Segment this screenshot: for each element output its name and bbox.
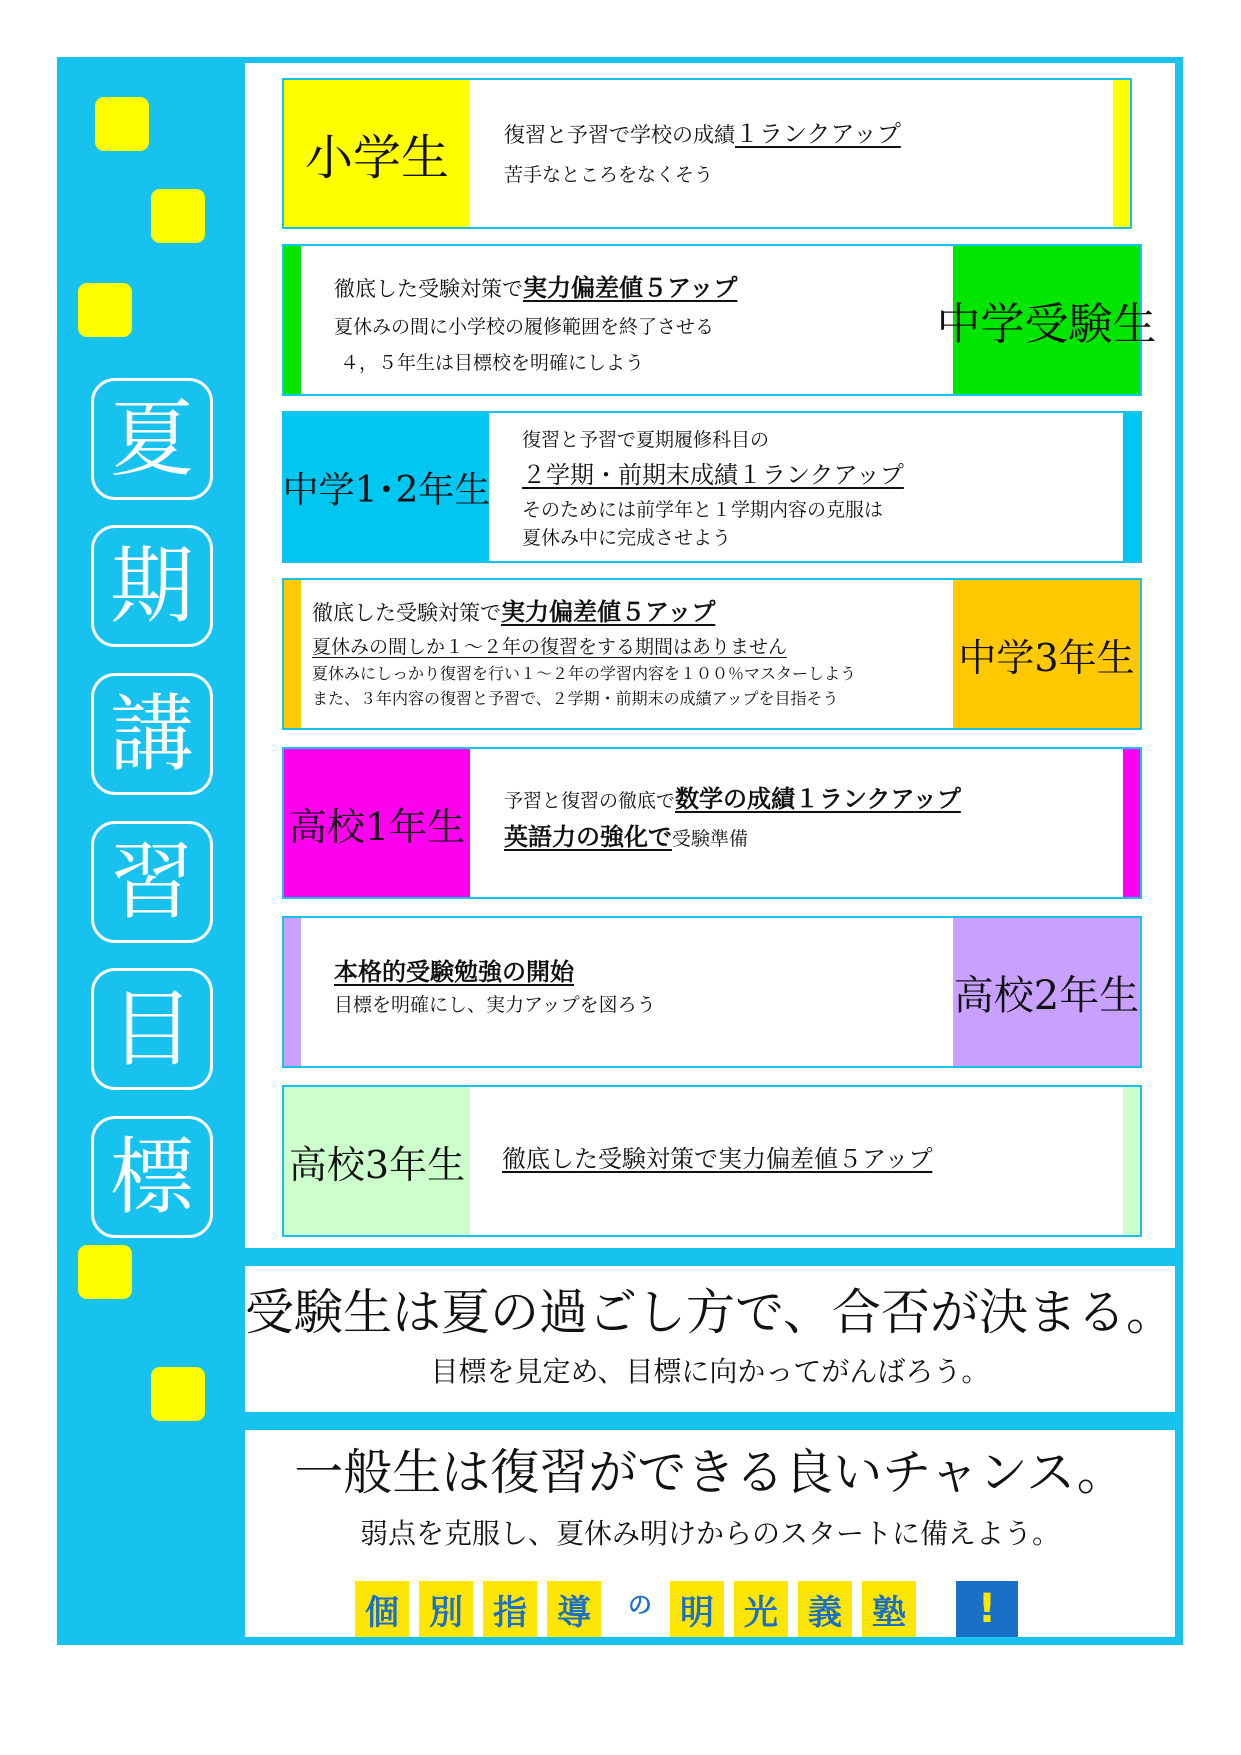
brand-char: 個 [355, 1581, 409, 1637]
goal-line: 夏休みにしっかり復習を行い１～２年の学習内容を１００％マスターしよう [312, 664, 857, 683]
goal-highlight: 本格的受験勉強の開始 [334, 958, 574, 986]
exam-slogan-panel [245, 1266, 1175, 1412]
goal-line: 夏休みの間に小学校の履修範囲を終了させる [334, 316, 715, 338]
goal-highlight: 徹底した受験対策で実力偏差値５アップ [502, 1145, 933, 1173]
title-char: 夏 [91, 378, 213, 500]
goal-box-jh-exam [282, 244, 1157, 396]
goal-highlight: 実力偏差値５アップ [501, 598, 716, 626]
goal-line: また、３年内容の復習と予習で、２学期・前期末の成績アップを目指そう [312, 689, 839, 708]
yellow-square-deco [78, 1245, 132, 1299]
color-strip [1113, 80, 1130, 227]
goal-line: 徹底した受験対策で実力偏差値５アップ [312, 598, 716, 626]
brand-char: 光 [734, 1581, 788, 1637]
brand-char: 義 [798, 1581, 852, 1637]
color-strip [284, 918, 301, 1066]
color-strip [1123, 749, 1140, 897]
brand-exclaim: ! [956, 1581, 1018, 1637]
goal-line: 復習と予習で学校の成績１ランクアップ [504, 120, 901, 148]
goal-box-hs1 [282, 747, 1142, 899]
yellow-square-deco [95, 97, 149, 151]
goal-line: 復習と予習で夏期履修科目の [522, 429, 770, 451]
goal-box-elementary [282, 78, 1132, 229]
yellow-square-deco [78, 283, 132, 337]
goal-box-jh3 [282, 578, 1142, 730]
brand-char: 明 [670, 1581, 724, 1637]
title-char: 目 [91, 968, 213, 1090]
grade-label: 中学1･2年生 [284, 413, 489, 561]
goal-line: 夏休みの間しか１～２年の復習をする期間はありません [312, 636, 788, 658]
goal-highlight: ２学期・前期末成績１ランクアップ [522, 461, 904, 489]
goal-line: 苦手なところをなくそう [504, 164, 714, 186]
brand-particle: の [628, 1591, 652, 1619]
grade-label: 中学受験生 [953, 246, 1140, 394]
brand-char: 導 [547, 1581, 601, 1637]
brand-char: 塾 [862, 1581, 916, 1637]
goal-box-hs3 [282, 1085, 1142, 1237]
goal-highlight: 実力偏差値５アップ [523, 274, 738, 302]
grade-label: 高校1年生 [284, 749, 470, 897]
general-slogan-sub: 弱点を克服し、夏休み明けからのスタートに備えよう。 [359, 1517, 1060, 1550]
title-char: 期 [91, 525, 213, 647]
goal-box-hs2 [282, 916, 1142, 1068]
goal-line: ４，５年生は目標校を明確にしよう [340, 352, 645, 374]
brand-char: 指 [483, 1581, 537, 1637]
grade-label: 高校3年生 [284, 1087, 470, 1235]
goal-highlight: 英語力の強化で [504, 823, 672, 851]
grade-label: 中学3年生 [953, 580, 1140, 728]
grade-label: 小学生 [284, 80, 470, 227]
exam-slogan: 受験生は夏の過ごし方で、合否が決まる。 [245, 1284, 1176, 1341]
goal-highlight: 数学の成績１ランクアップ [675, 785, 961, 813]
color-strip [284, 580, 301, 728]
goal-highlight: １ランクアップ [735, 120, 901, 148]
goal-line: 目標を明確にし、実力アップを図ろう [334, 994, 656, 1016]
title-char: 習 [91, 821, 213, 943]
goal-line: 予習と復習の徹底で数学の成績１ランクアップ [504, 785, 961, 813]
goals-panel [245, 63, 1175, 1248]
goal-line: そのためには前学年と１学期内容の克服は [522, 499, 884, 521]
color-strip [284, 246, 301, 394]
grade-label: 高校2年生 [953, 918, 1140, 1066]
title-char: 標 [91, 1116, 213, 1238]
brand-char: 別 [419, 1581, 473, 1637]
title-char: 講 [91, 673, 213, 795]
exam-slogan-sub: 目標を見定め、目標に向かってがんばろう。 [430, 1355, 990, 1388]
general-slogan: 一般生は復習ができる良いチャンス。 [294, 1444, 1126, 1501]
color-strip [1123, 413, 1140, 561]
goal-box-jh12 [282, 411, 1142, 563]
goal-line: 英語力の強化で受験準備 [504, 823, 749, 851]
goal-line: 徹底した受験対策で実力偏差値５アップ [334, 274, 738, 302]
goal-line: 夏休み中に完成させよう [522, 527, 732, 549]
yellow-square-deco [151, 189, 205, 243]
color-strip [1123, 1087, 1140, 1235]
yellow-square-deco [151, 1367, 205, 1421]
